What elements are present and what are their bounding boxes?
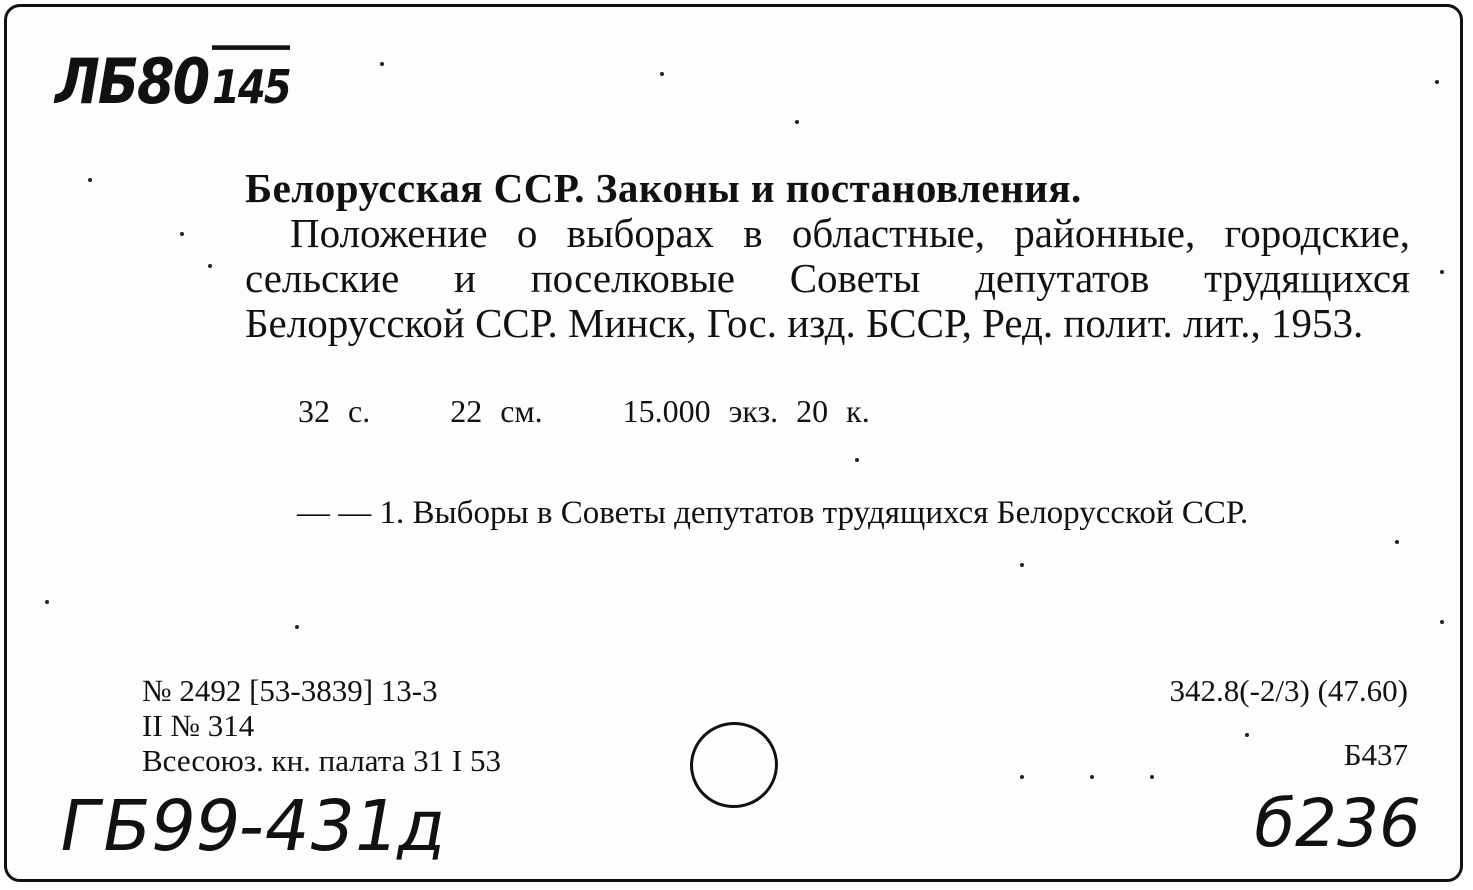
footer-line-3: Всесоюз. кн. палата 31 I 53: [142, 743, 501, 778]
shelf-mark: [55, 45, 290, 117]
speck: [1020, 775, 1024, 779]
speck: [1245, 733, 1249, 737]
speck: [295, 625, 299, 629]
speck: [88, 178, 92, 182]
inventory-number-right: б236: [1254, 785, 1421, 862]
speck: [795, 120, 799, 124]
speck: [208, 264, 212, 268]
physical-description: [298, 393, 932, 430]
pages: 32 с.: [298, 393, 371, 429]
print-run: 15.000 экз. 20 к.: [622, 393, 870, 429]
classification-index: 342.8(-2/3) (47.60): [1169, 673, 1408, 708]
speck: [1150, 775, 1154, 779]
author-code: Б437: [1343, 737, 1408, 772]
speck: [855, 458, 859, 462]
footer-registration: [142, 673, 501, 778]
shelf-mark-main: ЛБ80: [55, 45, 209, 118]
speck: [1020, 563, 1024, 567]
speck: [45, 600, 49, 604]
inventory-number-left: ГБ99-431д: [52, 785, 455, 867]
speck: [1440, 270, 1444, 274]
speck: [1440, 620, 1444, 624]
entry-heading: Белорусская ССР. Законы и постановления.: [245, 165, 1082, 211]
bibliographic-entry: [245, 166, 1410, 346]
footer-line-1: № 2492 [53-3839] 13-3: [142, 673, 438, 708]
speck: [180, 232, 184, 236]
size: 22 см.: [450, 393, 543, 429]
speck: [1435, 80, 1439, 84]
shelf-mark-sub: 145: [212, 45, 290, 114]
speck: [380, 62, 384, 66]
speck: [660, 72, 664, 76]
subject-entry: — — 1. Выборы в Советы депутатов трудящихся Белорусской ССР.: [297, 495, 1249, 531]
speck: [1090, 775, 1094, 779]
speck: [1395, 540, 1399, 544]
entry-body: Положение о выборах в областные, районные, городские, сельские и поселковые Советы депутатов трудящихся Белорусской ССР. Минск, Гос. изд. БССР, Ред. полит. лит., 1953.: [245, 210, 1410, 346]
footer-line-2: II № 314: [142, 708, 255, 743]
